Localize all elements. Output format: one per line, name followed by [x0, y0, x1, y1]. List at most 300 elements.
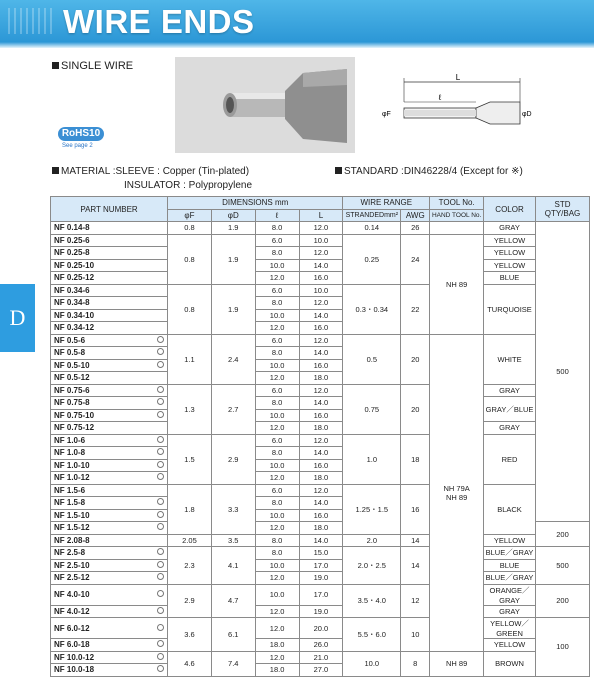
dim-l: 12.0 — [255, 572, 299, 585]
except-circle-icon — [157, 361, 164, 368]
except-mark-cell — [153, 584, 167, 605]
color: WHITE — [484, 334, 536, 384]
table-row — [51, 234, 590, 247]
except-mark-cell — [153, 534, 167, 547]
rohs-see-page: See page 2 — [62, 143, 93, 149]
wire-stranded: 2.0 — [343, 534, 401, 547]
except-circle-icon — [157, 573, 164, 580]
color: YELLOW — [484, 259, 536, 272]
part-number: NF 0.75-8 — [51, 397, 154, 410]
rohs-badge: RoHS10 — [58, 127, 104, 141]
part-number: NF 4.0-10 — [51, 584, 154, 605]
except-circle-icon — [157, 448, 164, 455]
wire-awg: 8 — [401, 651, 430, 676]
table-row — [51, 284, 590, 297]
wire-stranded: 1.0 — [343, 434, 401, 484]
dim-l: 10.0 — [255, 409, 299, 422]
wire-awg: 20 — [401, 334, 430, 384]
color: YELLOW — [484, 639, 536, 652]
part-number: NF 0.5-10 — [51, 359, 154, 372]
dim-L: 14.0 — [299, 347, 343, 360]
header-L: L — [299, 209, 343, 222]
dim-phiF: 0.8 — [168, 234, 212, 284]
header-std-qty: STD QTY/BAG — [536, 197, 590, 222]
header-shadow — [0, 42, 594, 48]
dim-L: 26.0 — [299, 639, 343, 652]
dim-l: 6.0 — [255, 484, 299, 497]
dim-l: 10.0 — [255, 309, 299, 322]
dim-L: 14.0 — [299, 397, 343, 410]
std-qty: 500 — [536, 547, 590, 585]
dim-L: 18.0 — [299, 522, 343, 535]
dim-phiF: 2.3 — [168, 547, 212, 585]
color: RED — [484, 434, 536, 484]
part-number: NF 0.34-6 — [51, 284, 154, 297]
table-row — [51, 222, 590, 235]
dim-L: 10.0 — [299, 234, 343, 247]
dim-l: 8.0 — [255, 534, 299, 547]
except-circle-icon — [157, 461, 164, 468]
dim-L: 12.0 — [299, 297, 343, 310]
color: GRAY — [484, 605, 536, 618]
dim-l: 8.0 — [255, 222, 299, 235]
dim-l: 8.0 — [255, 397, 299, 410]
except-circle-icon — [157, 590, 164, 597]
except-circle-icon — [157, 561, 164, 568]
dim-l: 6.0 — [255, 334, 299, 347]
wire-ends-table — [50, 196, 590, 677]
part-number: NF 1.0-8 — [51, 447, 154, 460]
dim-phiD: 1.9 — [211, 222, 255, 235]
table-row — [51, 559, 590, 572]
standard-line — [335, 166, 523, 177]
dim-L: 17.0 — [299, 584, 343, 605]
dim-L: 15.0 — [299, 547, 343, 560]
except-mark-cell — [153, 618, 167, 639]
except-mark-cell — [153, 347, 167, 360]
std-qty: 200 — [536, 522, 590, 547]
dim-L: 16.0 — [299, 322, 343, 335]
dim-l: 6.0 — [255, 434, 299, 447]
color: YELLOW／GREEN — [484, 618, 536, 639]
except-circle-icon — [157, 348, 164, 355]
except-circle-icon — [157, 386, 164, 393]
part-number: NF 6.0-12 — [51, 618, 154, 639]
header-phiF: φF — [168, 209, 212, 222]
dim-phiD: 2.4 — [211, 334, 255, 384]
except-circle-icon — [157, 398, 164, 405]
dim-phiD: 4.1 — [211, 547, 255, 585]
part-number: NF 10.0-12 — [51, 651, 154, 664]
color: GRAY — [484, 384, 536, 397]
dim-L: 12.0 — [299, 334, 343, 347]
except-mark-cell — [153, 359, 167, 372]
table-row — [51, 639, 590, 652]
part-number: NF 0.5-6 — [51, 334, 154, 347]
dim-L: 16.0 — [299, 509, 343, 522]
dim-phiF: 2.9 — [168, 584, 212, 618]
part-number: NF 1.0-10 — [51, 459, 154, 472]
dim-L: 16.0 — [299, 459, 343, 472]
product-photo — [175, 57, 355, 153]
dim-l: 12.0 — [255, 422, 299, 435]
dim-l: 18.0 — [255, 664, 299, 677]
dim-L: 18.0 — [299, 372, 343, 385]
table-body — [51, 222, 590, 677]
color: BLACK — [484, 484, 536, 534]
dimension-diagram — [372, 72, 532, 162]
table-row — [51, 384, 590, 397]
except-circle-icon — [157, 665, 164, 672]
hand-tool — [430, 222, 484, 235]
header-stranded: STRANDEDmm² — [343, 209, 401, 222]
wire-awg: 16 — [401, 484, 430, 534]
part-number: NF 2.5-12 — [51, 572, 154, 585]
dim-L: 14.0 — [299, 497, 343, 510]
table-row — [51, 434, 590, 447]
color: GRAY — [484, 422, 536, 435]
dim-L: 19.0 — [299, 572, 343, 585]
standard-text: STANDARD :DIN46228/4 (Except for ※) — [344, 166, 523, 177]
wire-awg: 12 — [401, 584, 430, 618]
color: TURQUOISE — [484, 284, 536, 334]
part-number: NF 0.34-10 — [51, 309, 154, 322]
wire-stranded: 0.25 — [343, 234, 401, 284]
wire-awg: 24 — [401, 234, 430, 284]
part-number: NF 4.0-12 — [51, 605, 154, 618]
part-number: NF 0.25-6 — [51, 234, 154, 247]
part-number: NF 0.5-12 — [51, 372, 154, 385]
except-mark-cell — [153, 234, 167, 247]
dim-phiD: 1.9 — [211, 284, 255, 334]
part-number: NF 1.5-12 — [51, 522, 154, 535]
part-number: NF 0.14-8 — [51, 222, 154, 235]
except-circle-icon — [157, 411, 164, 418]
wire-stranded: 0.5 — [343, 334, 401, 384]
table-row — [51, 272, 590, 285]
part-number: NF 0.75-6 — [51, 384, 154, 397]
dim-phiF: 0.8 — [168, 284, 212, 334]
dim-phiF: 1.5 — [168, 434, 212, 484]
except-mark-cell — [153, 484, 167, 497]
dim-L: 12.0 — [299, 484, 343, 497]
dim-l: 12.0 — [255, 272, 299, 285]
dim-L: 19.0 — [299, 605, 343, 618]
table-row — [51, 534, 590, 547]
dim-phiD: 3.3 — [211, 484, 255, 534]
dim-L: 12.0 — [299, 384, 343, 397]
dim-l: 12.0 — [255, 605, 299, 618]
dim-l: 12.0 — [255, 472, 299, 485]
color: ORANGE／GRAY — [484, 584, 536, 605]
except-mark-cell — [153, 334, 167, 347]
section-label-text: SINGLE WIRE — [61, 60, 134, 72]
except-mark-cell — [153, 559, 167, 572]
part-number: NF 0.75-12 — [51, 422, 154, 435]
except-mark-cell — [153, 664, 167, 677]
dim-L: 14.0 — [299, 447, 343, 460]
wire-stranded: 0.75 — [343, 384, 401, 434]
header-stripe-pattern — [8, 8, 52, 34]
header-l: ℓ — [255, 209, 299, 222]
dim-phiF-label: φF — [382, 111, 391, 118]
except-mark-cell — [153, 397, 167, 410]
page-title: WIRE ENDS — [63, 3, 255, 40]
dim-l: 18.0 — [255, 639, 299, 652]
except-mark-cell — [153, 297, 167, 310]
wire-awg: 18 — [401, 434, 430, 484]
part-number: NF 1.0-12 — [51, 472, 154, 485]
table-row — [51, 547, 590, 560]
part-number: NF 0.34-8 — [51, 297, 154, 310]
dim-l: 6.0 — [255, 284, 299, 297]
hand-tool: NH 79A NH 89 — [430, 334, 484, 651]
except-circle-icon — [157, 624, 164, 631]
dim-L: 10.0 — [299, 284, 343, 297]
except-circle-icon — [157, 473, 164, 480]
hand-tool: NH 89 — [430, 651, 484, 676]
except-circle-icon — [157, 498, 164, 505]
wire-stranded: 0.3・0.34 — [343, 284, 401, 334]
bullet-square-icon — [52, 62, 59, 69]
header-color: COLOR — [484, 197, 536, 222]
dim-phiD: 2.9 — [211, 434, 255, 484]
wire-awg: 14 — [401, 534, 430, 547]
color: GRAY — [484, 222, 536, 235]
dim-phiD: 6.1 — [211, 618, 255, 652]
part-number: NF 0.34-12 — [51, 322, 154, 335]
except-mark-cell — [153, 509, 167, 522]
material-insulator: INSULATOR : Polypropylene — [124, 180, 253, 191]
except-circle-icon — [157, 436, 164, 443]
part-number: NF 1.5-8 — [51, 497, 154, 510]
wire-stranded: 1.25・1.5 — [343, 484, 401, 534]
header-wire-range: WIRE RANGE — [343, 197, 430, 210]
dim-l: 12.0 — [255, 522, 299, 535]
part-number: NF 1.5-10 — [51, 509, 154, 522]
except-mark-cell — [153, 259, 167, 272]
dim-l: 12.0 — [255, 372, 299, 385]
except-mark-cell — [153, 651, 167, 664]
dim-l: 10.0 — [255, 259, 299, 272]
dim-phiD: 4.7 — [211, 584, 255, 618]
wire-stranded: 5.5・6.0 — [343, 618, 401, 652]
except-circle-icon — [157, 607, 164, 614]
except-mark-cell — [153, 284, 167, 297]
except-mark-cell — [153, 639, 167, 652]
except-circle-icon — [157, 653, 164, 660]
table-row — [51, 397, 590, 410]
dim-phiF: 1.1 — [168, 334, 212, 384]
dim-phiD-label: φD — [522, 111, 532, 118]
color: BLUE／GRAY — [484, 572, 536, 585]
dim-l: 10.0 — [255, 509, 299, 522]
except-mark-cell — [153, 434, 167, 447]
dim-phiF: 2.05 — [168, 534, 212, 547]
bullet-square-icon — [52, 167, 59, 174]
section-tab-letter: D — [0, 284, 35, 352]
wire-stranded: 2.0・2.5 — [343, 547, 401, 585]
except-mark-cell — [153, 572, 167, 585]
dim-L: 14.0 — [299, 309, 343, 322]
dim-L: 18.0 — [299, 422, 343, 435]
except-mark-cell — [153, 605, 167, 618]
header-dimensions: DIMENSIONS mm — [168, 197, 343, 210]
except-circle-icon — [157, 336, 164, 343]
except-mark-cell — [153, 322, 167, 335]
dim-L: 17.0 — [299, 559, 343, 572]
dim-phiF: 1.3 — [168, 384, 212, 434]
dim-phiD: 1.9 — [211, 234, 255, 284]
wire-stranded: 10.0 — [343, 651, 401, 676]
wire-stranded: 0.14 — [343, 222, 401, 235]
table-row — [51, 334, 590, 347]
dim-phiD: 2.7 — [211, 384, 255, 434]
dim-L: 16.0 — [299, 409, 343, 422]
dim-phiD: 7.4 — [211, 651, 255, 676]
section-label — [52, 60, 133, 72]
except-mark-cell — [153, 272, 167, 285]
dim-L: 14.0 — [299, 534, 343, 547]
color: BROWN — [484, 651, 536, 676]
part-number: NF 0.25-10 — [51, 259, 154, 272]
table-row — [51, 259, 590, 272]
part-number: NF 10.0-18 — [51, 664, 154, 677]
color: BLUE — [484, 272, 536, 285]
dim-L: 12.0 — [299, 247, 343, 260]
except-circle-icon — [157, 511, 164, 518]
part-number: NF 2.5-10 — [51, 559, 154, 572]
std-qty: 500 — [536, 222, 590, 522]
except-mark-cell — [153, 447, 167, 460]
dim-l: 8.0 — [255, 297, 299, 310]
dim-L: 16.0 — [299, 359, 343, 372]
except-circle-icon — [157, 548, 164, 555]
color: YELLOW — [484, 247, 536, 260]
dim-l: 6.0 — [255, 234, 299, 247]
header-phiD: φD — [211, 209, 255, 222]
wire-awg: 10 — [401, 618, 430, 652]
part-number: NF 1.5-6 — [51, 484, 154, 497]
wire-stranded: 3.5・4.0 — [343, 584, 401, 618]
table-row — [51, 247, 590, 260]
header-part-number: PART NUMBER — [51, 197, 168, 222]
dim-l: 10.0 — [255, 459, 299, 472]
dim-l: 6.0 — [255, 384, 299, 397]
dim-l: 10.0 — [255, 359, 299, 372]
except-mark-cell — [153, 522, 167, 535]
color: YELLOW — [484, 234, 536, 247]
wire-end-illustration — [175, 57, 355, 153]
dim-l: 12.0 — [255, 322, 299, 335]
table-row — [51, 584, 590, 605]
dim-phiF: 1.8 — [168, 484, 212, 534]
dim-l: 10.0 — [255, 559, 299, 572]
except-mark-cell — [153, 309, 167, 322]
dim-l: 12.0 — [255, 651, 299, 664]
except-circle-icon — [157, 640, 164, 647]
except-mark-cell — [153, 372, 167, 385]
table-row — [51, 651, 590, 664]
dim-l: 8.0 — [255, 447, 299, 460]
dim-L-label: L — [455, 73, 461, 82]
except-mark-cell — [153, 459, 167, 472]
std-qty: 100 — [536, 618, 590, 677]
part-number: NF 0.5-8 — [51, 347, 154, 360]
color: YELLOW — [484, 534, 536, 547]
dim-l: 8.0 — [255, 347, 299, 360]
dim-l: 8.0 — [255, 247, 299, 260]
except-mark-cell — [153, 409, 167, 422]
dim-L: 18.0 — [299, 472, 343, 485]
dim-l: 12.0 — [255, 618, 299, 639]
wire-awg: 20 — [401, 384, 430, 434]
part-number: NF 6.0-18 — [51, 639, 154, 652]
table-row — [51, 484, 590, 497]
except-circle-icon — [157, 523, 164, 530]
dim-L: 20.0 — [299, 618, 343, 639]
color: GRAY／BLUE — [484, 397, 536, 422]
part-number: NF 2.08-8 — [51, 534, 154, 547]
material-line — [52, 166, 249, 177]
color: BLUE — [484, 559, 536, 572]
hand-tool: NH 89 — [430, 234, 484, 334]
table-row — [51, 605, 590, 618]
material-label: MATERIAL — [61, 166, 110, 177]
wire-awg: 22 — [401, 284, 430, 334]
part-number: NF 0.25-8 — [51, 247, 154, 260]
except-mark-cell — [153, 547, 167, 560]
except-mark-cell — [153, 222, 167, 235]
except-mark-cell — [153, 384, 167, 397]
table-row — [51, 572, 590, 585]
dim-l: 8.0 — [255, 547, 299, 560]
header-awg: AWG — [401, 209, 430, 222]
table-row — [51, 618, 590, 639]
page-header — [0, 0, 594, 50]
part-number: NF 0.25-12 — [51, 272, 154, 285]
header-tool: TOOL No. — [430, 197, 484, 210]
except-mark-cell — [153, 422, 167, 435]
dim-phiF: 4.6 — [168, 651, 212, 676]
wire-awg: 14 — [401, 547, 430, 585]
bullet-square-icon — [335, 167, 342, 174]
dim-L: 21.0 — [299, 651, 343, 664]
dim-L: 14.0 — [299, 259, 343, 272]
dim-phiD: 3.5 — [211, 534, 255, 547]
dim-phiF: 0.8 — [168, 222, 212, 235]
part-number: NF 0.75-10 — [51, 409, 154, 422]
header-hand-tool: HAND TOOL No. — [430, 209, 484, 222]
except-mark-cell — [153, 247, 167, 260]
table-row — [51, 422, 590, 435]
dim-l: 10.0 — [255, 584, 299, 605]
material-sleeve: :SLEEVE : Copper (Tin-plated) — [112, 166, 250, 177]
color: BLUE／GRAY — [484, 547, 536, 560]
except-mark-cell — [153, 472, 167, 485]
part-number: NF 2.5-8 — [51, 547, 154, 560]
part-number: NF 1.0-6 — [51, 434, 154, 447]
wire-awg: 26 — [401, 222, 430, 235]
dim-L: 12.0 — [299, 222, 343, 235]
dim-L: 16.0 — [299, 272, 343, 285]
dim-L: 27.0 — [299, 664, 343, 677]
std-qty: 200 — [536, 584, 590, 618]
dim-phiF: 3.6 — [168, 618, 212, 652]
dim-l: 8.0 — [255, 497, 299, 510]
except-mark-cell — [153, 497, 167, 510]
dim-L: 12.0 — [299, 434, 343, 447]
